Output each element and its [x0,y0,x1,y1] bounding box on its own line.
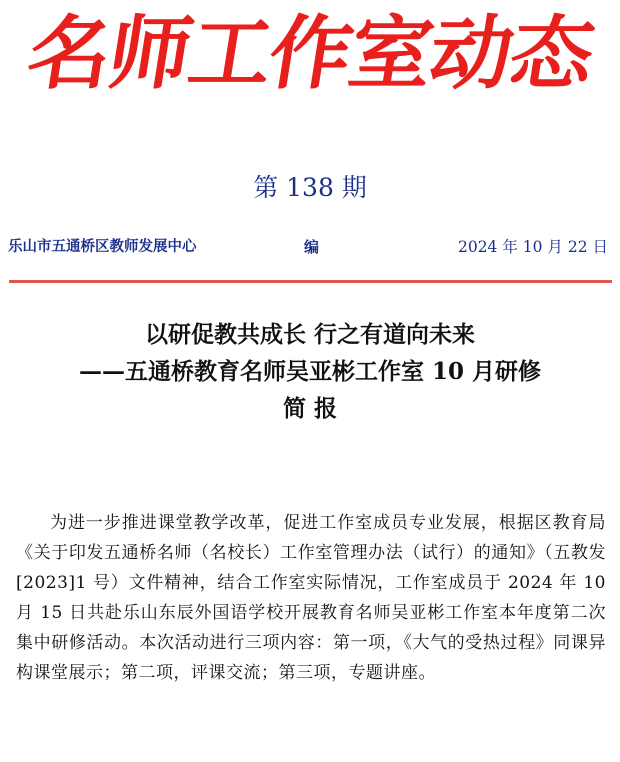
publisher-name: 乐山市五通桥区教师发展中心 [8,239,197,255]
article-title-line-1: 以研促教共成长 行之有道向未来 [144,321,475,348]
issue-number: 第 138 期 [253,173,367,202]
article-title-line-3: 简 报 [282,395,337,422]
header-divider [9,280,612,283]
masthead [0,4,620,108]
publication-date: 2024 年 10 月 22 日 [457,238,608,256]
editor-label: 编 [304,238,320,256]
article-title-line-2: ——五通桥教育名师吴亚彬工作室 10 月研修 [78,358,542,385]
publication-meta [8,236,608,260]
article-title [0,316,620,427]
article-body-paragraph: 为进一步推进课堂教学改革，促进工作室成员专业发展，根据区教育局《关于印发五通桥名师（名校长）工作室管理办法（试行）的通知》（五教发[2023]1 号）文件精神，结合工作室实际情况，工作室成员于 2024 年 10 月 15 日共赴乐山东辰外国语学校开展教育名师吴亚彬工作室本年度第二次集中研修活动。本次活动进行三项内容：第一项，《大气的受热过程》同课异构课堂展示；第二项，评课交流；第三项，专题讲座。 [16,513,606,683]
masthead-title: 名师工作室动态 [21,7,599,100]
